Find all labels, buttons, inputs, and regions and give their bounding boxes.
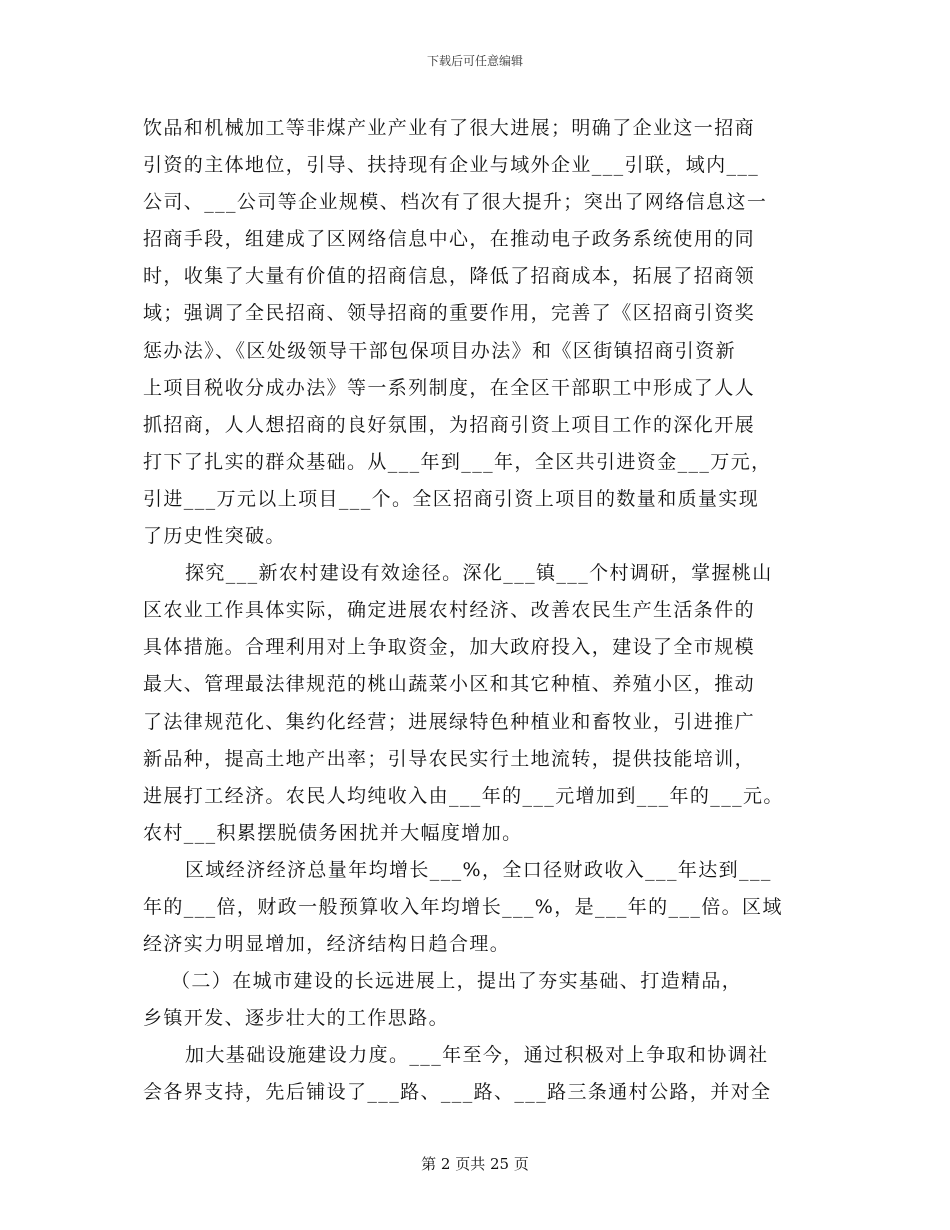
text-line: 会各界支持，先后铺设了___路、___路、___路三条通村公路，并对全 bbox=[143, 1081, 772, 1104]
text-line: 抓招商，人人想招商的良好氛围，为招商引资上项目工作的深化开展 bbox=[143, 413, 756, 436]
text-line: 具体措施。合理利用对上争取资金，加大政府投入，建设了全市规模 bbox=[143, 636, 756, 659]
section-heading: （二）在城市建设的长远进展上，提出了夯实基础、打造精品， bbox=[171, 970, 743, 993]
text-line: 引资的主体地位，引导、扶持现有企业与域外企业___引联，域内___ bbox=[143, 154, 760, 177]
text-line: 最大、管理最法律规范的桃山蔬菜小区和其它种植、养殖小区，推动 bbox=[143, 673, 756, 696]
text-line: 经济实力明显增加，经济结构日趋合理。 bbox=[143, 933, 511, 956]
text-line: 时，收集了大量有价值的招商信息，降低了招商成本，拓展了招商领 bbox=[143, 265, 756, 288]
page-header: 下载后可任意编辑 bbox=[426, 54, 523, 68]
text-line: 引进___万元以上项目___个。全区招商引资上项目的数量和质量实现 bbox=[143, 487, 760, 510]
paragraph-first-line: 区域经济经济总量年均增长___%，全口径财政收入___年达到___ bbox=[185, 858, 772, 881]
text-line: 年的___倍，财政一般预算收入年均增长___%，是___年的___倍。区域 bbox=[143, 895, 783, 918]
text-line: 乡镇开发、逐步壮大的工作思路。 bbox=[143, 1007, 450, 1030]
text-line: 打下了扎实的群众基础。从___年到___年，全区共引进资金___万元， bbox=[143, 450, 772, 473]
text-line: 农村___积累摆脱债务困扰并大幅度增加。 bbox=[143, 821, 523, 844]
paragraph-first-line: 加大基础设施建设力度。___年至今，通过积极对上争取和协调社 bbox=[185, 1044, 769, 1067]
text-line: 新品种，提高土地产出率；引导农民实行土地流转，提供技能培训， bbox=[143, 747, 756, 770]
text-line: 公司、___公司等企业规模、档次有了很大提升；突出了网络信息这一 bbox=[143, 191, 768, 214]
text-line: 招商手段，组建成了区网络信息中心，在推动电子政务系统使用的同 bbox=[143, 228, 756, 251]
text-line: 域；强调了全民招商、领导招商的重要作用，完善了《区招商引资奖 bbox=[143, 302, 756, 325]
text-line: 饮品和机械加工等非煤产业产业有了很大进展；明确了企业这一招商 bbox=[143, 117, 756, 139]
text-line: 惩办法》、《区处级领导干部包保项目办法》和《区街镇招商引资新 bbox=[143, 339, 737, 362]
text-line: 上项目税收分成办法》等一系列制度，在全区干部职工中形成了人人 bbox=[143, 376, 756, 399]
text-line: 了法律规范化、集约化经营；进展绿特色种植业和畜牧业，引进推广 bbox=[143, 710, 756, 733]
text-line: 区农业工作具体实际，确定进展农村经济、改善农民生产生活条件的 bbox=[143, 599, 756, 622]
paragraph-first-line: 探究___新农村建设有效途径。深化___镇___个村调研，掌握桃山 bbox=[185, 562, 773, 585]
page-number: 第 2 页共 25 页 bbox=[421, 1155, 529, 1173]
text-line: 进展打工经济。农民人均纯收入由___年的___元增加到___年的___元。 bbox=[143, 784, 784, 807]
text-line: 了历史性突破。 bbox=[143, 525, 286, 548]
document-body bbox=[143, 110, 807, 1112]
